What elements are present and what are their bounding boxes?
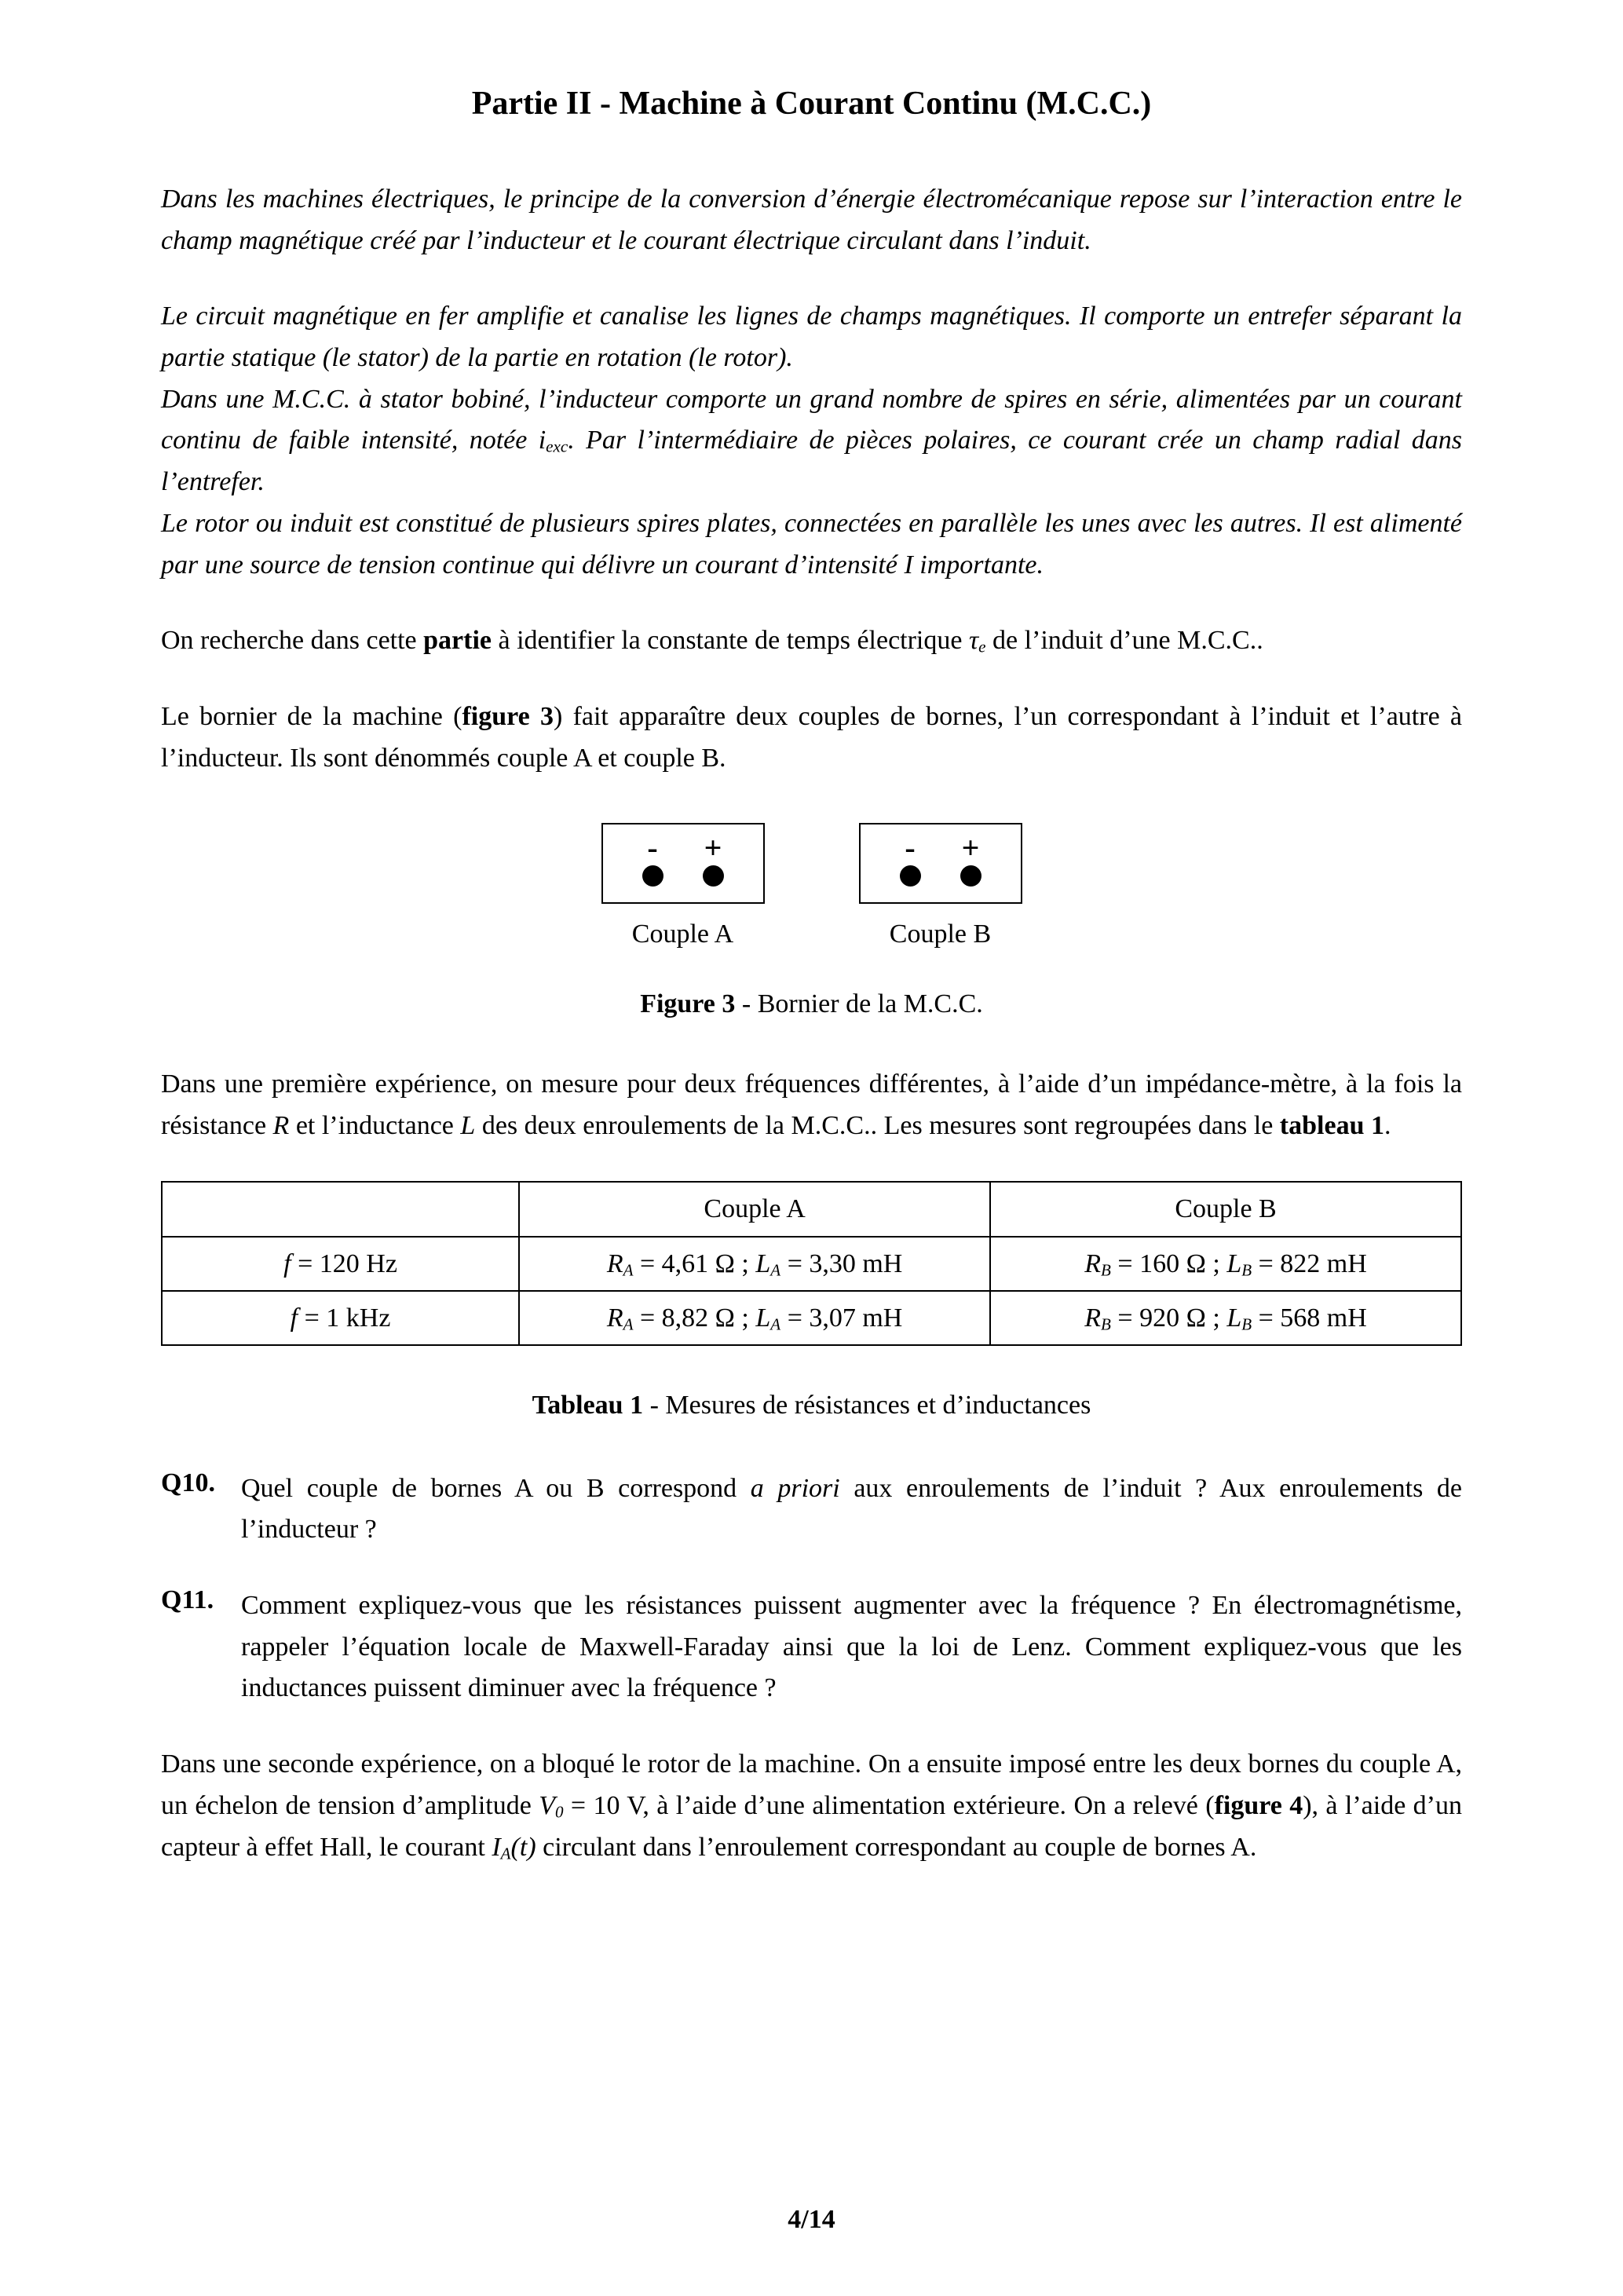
table-row [162, 1237, 1461, 1291]
couple-b-block [859, 823, 1022, 949]
cell-frequency-120hz: f = 120 Hz [162, 1237, 519, 1291]
context-paragraph-circuit: Le circuit magnétique en fer amplifie et canalise les lignes de champs magnétiques. Il comporte un entrefer séparant la partie statique (le stator) de la partie en rotation (le rotor). [161, 302, 1462, 373]
table-header-empty [162, 1182, 519, 1236]
table-1-caption: Tableau 1 - Mesures de résistances et d’inductances [532, 1391, 1091, 1420]
couple-b-label: Couple B [889, 919, 992, 949]
premiere-experience-paragraph: Dans une première expérience, on mesure pour deux fréquences différentes, à l’aide d’un impédance-mètre, à la fois la résistance R et l’inductance L des deux enroulements de la M.C.C.. Les mesures sont regroupées dans le tableau 1. [161, 1069, 1462, 1140]
couple-a-block [601, 823, 765, 949]
terminal-box-b [859, 823, 1022, 904]
terminal-positive-b [960, 832, 981, 887]
cell-frequency-1khz: f = 1 kHz [162, 1291, 519, 1345]
minus-sign: - [647, 830, 658, 866]
cell-couple-b-120hz: RB = 160 Ω ; LB = 822 mH [990, 1237, 1461, 1291]
figure-3 [161, 823, 1462, 1023]
figure-3-diagram [161, 823, 1462, 949]
plus-sign: + [961, 830, 980, 866]
question-q10-label: Q10. [161, 1468, 215, 1497]
cell-couple-b-1khz: RB = 920 Ω ; LB = 568 mH [990, 1291, 1461, 1345]
question-q10 [161, 1468, 1462, 1551]
question-q11-label: Q11. [161, 1585, 214, 1615]
terminal-dot [900, 865, 921, 887]
page-number: 4/14 [788, 2205, 835, 2234]
question-q10-text: Quel couple de bornes A ou B correspond a priori aux enroulements de l’induit ? Aux enroulements de l’inducteur ? [241, 1473, 1462, 1545]
terminal-positive-a [703, 832, 724, 887]
minus-sign: - [905, 830, 916, 866]
objective-paragraph: On recherche dans cette partie à identifier la constante de temps électrique τe de l’induit d’une M.C.C.. [161, 626, 1263, 656]
terminal-dot [960, 865, 981, 887]
terminal-box-a [601, 823, 765, 904]
intro-paragraph: Dans les machines électriques, le principe de la conversion d’énergie électromécanique repose sur l’interaction entre le champ magnétique créé par l’inducteur et le courant électrique circulant dans l’induit. [161, 185, 1462, 255]
page-title: Partie II - Machine à Courant Continu (M.C.C.) [471, 86, 1152, 122]
table-1 [161, 1181, 1462, 1346]
terminal-dot [703, 865, 724, 887]
question-q11 [161, 1585, 1462, 1709]
question-q11-text: Comment expliquez-vous que les résistances puissent augmenter avec la fréquence ? En électromagnétisme, rappeler l’équation locale de Maxwell-Faraday ainsi que la loi de Lenz. Comment expliquez-vous que les inductances puissent diminuer avec la fréquence ? [241, 1591, 1462, 1703]
plus-sign: + [704, 830, 722, 866]
figure-3-caption: Figure 3 - Bornier de la M.C.C. [640, 989, 983, 1019]
context-paragraphs [161, 296, 1462, 586]
couple-a-label: Couple A [631, 919, 734, 949]
context-paragraph-stator: Dans une M.C.C. à stator bobiné, l’inducteur comporte un grand nombre de spires en série, alimentées par un courant continu de faible intensité, notée iexc. Par l’intermédiaire de pièces polaires, ce courant crée un champ radial dans l’entrefer. [161, 384, 1462, 497]
table-header-couple-b: Couple B [990, 1182, 1461, 1236]
terminal-negative-a [642, 832, 663, 887]
cell-couple-a-120hz: RA = 4,61 Ω ; LA = 3,30 mH [519, 1237, 990, 1291]
context-paragraph-rotor: Le rotor ou induit est constitué de plusieurs spires plates, connectées en parallèle les unes avec les autres. Il est alimenté par une source de tension continue qui délivre un courant d’intensité I importante. [161, 508, 1462, 579]
table-row [162, 1291, 1461, 1345]
table-header-couple-a: Couple A [519, 1182, 990, 1236]
terminal-negative-b [900, 832, 921, 887]
seconde-experience-paragraph: Dans une seconde expérience, on a bloqué le rotor de la machine. On a ensuite imposé entre les deux bornes du couple A, un échelon de tension d’amplitude V0 = 10 V, à l’aide d’une alimentation extérieure. On a relevé (figure 4), à l’aide d’un capteur à effet Hall, le courant IA(t) circulant dans l’enroulement correspondant au couple de bornes A. [161, 1749, 1462, 1863]
bornier-paragraph: Le bornier de la machine (figure 3) fait apparaître deux couples de bornes, l’un correspondant à l’induit et l’autre à l’inducteur. Ils sont dénommés couple A et couple B. [161, 701, 1463, 773]
cell-couple-a-1khz: RA = 8,82 Ω ; LA = 3,07 mH [519, 1291, 990, 1345]
terminal-dot [642, 865, 663, 887]
table-header-row [162, 1182, 1461, 1236]
